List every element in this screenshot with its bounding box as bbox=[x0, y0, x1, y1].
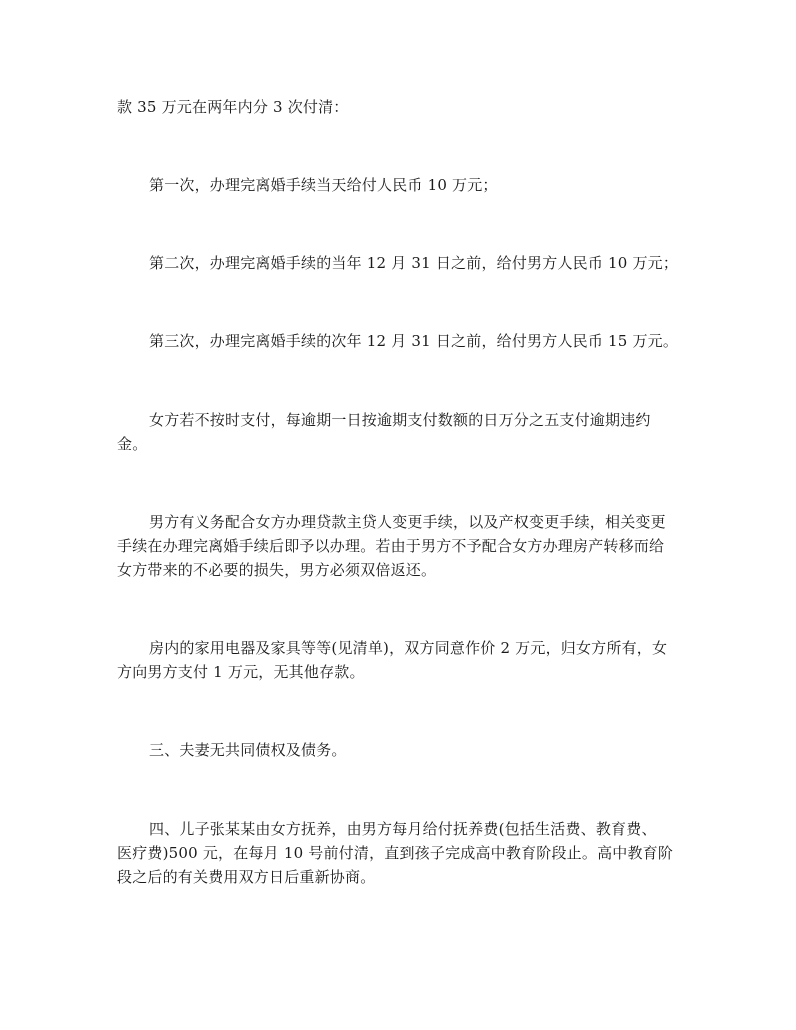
paragraph-first-payment bbox=[117, 173, 685, 197]
text-line: 四、儿子张某某由女方抚养，由男方每月给付抚养费(包括生活费、教育费、 bbox=[149, 820, 657, 838]
paragraph-section-four bbox=[117, 817, 685, 889]
text-line: 男方有义务配合女方办理贷款主贷人变更手续，以及产权变更手续，相关变更 bbox=[149, 513, 666, 531]
paragraph-loan-transfer bbox=[117, 510, 685, 582]
text-line: 段之后的有关费用双方日后重新协商。 bbox=[117, 868, 376, 886]
text-line: 女方若不按时支付，每逾期一日按逾期支付数额的日万分之五支付逾期违约 bbox=[149, 411, 651, 429]
text-line: 房内的家用电器及家具等等(见清单)，双方同意作价 2 万元，归女方所有，女 bbox=[149, 639, 668, 657]
text-line: 方向男方支付 1 万元，无其他存款。 bbox=[117, 663, 365, 681]
paragraph-section-three bbox=[117, 738, 685, 762]
text-line: 第三次，办理完离婚手续的次年 12 月 31 日之前，给付男方人民币 15 万元。 bbox=[149, 332, 679, 350]
paragraph-third-payment bbox=[117, 329, 685, 353]
text-line: 款 35 万元在两年内分 3 次付清： bbox=[117, 98, 349, 116]
text-line: 金。 bbox=[117, 435, 148, 453]
text-line: 三、夫妻无共同债权及债务。 bbox=[149, 741, 347, 759]
paragraph-payment-terms bbox=[117, 95, 685, 119]
text-line: 手续在办理完离婚手续后即予以办理。若由于男方不予配合女方办理房产转移而给 bbox=[117, 537, 665, 555]
paragraph-household-items bbox=[117, 636, 685, 684]
text-line: 女方带来的不必要的损失，男方必须双倍返还。 bbox=[117, 561, 437, 579]
text-line: 第一次，办理完离婚手续当天给付人民币 10 万元； bbox=[149, 176, 498, 194]
text-line: 第二次，办理完离婚手续的当年 12 月 31 日之前，给付男方人民币 10 万元； bbox=[149, 254, 679, 272]
text-line: 医疗费)500 元，在每月 10 号前付清，直到孩子完成高中教育阶段止。高中教育阶 bbox=[117, 844, 674, 862]
paragraph-second-payment bbox=[117, 251, 685, 275]
paragraph-late-penalty bbox=[117, 408, 685, 456]
